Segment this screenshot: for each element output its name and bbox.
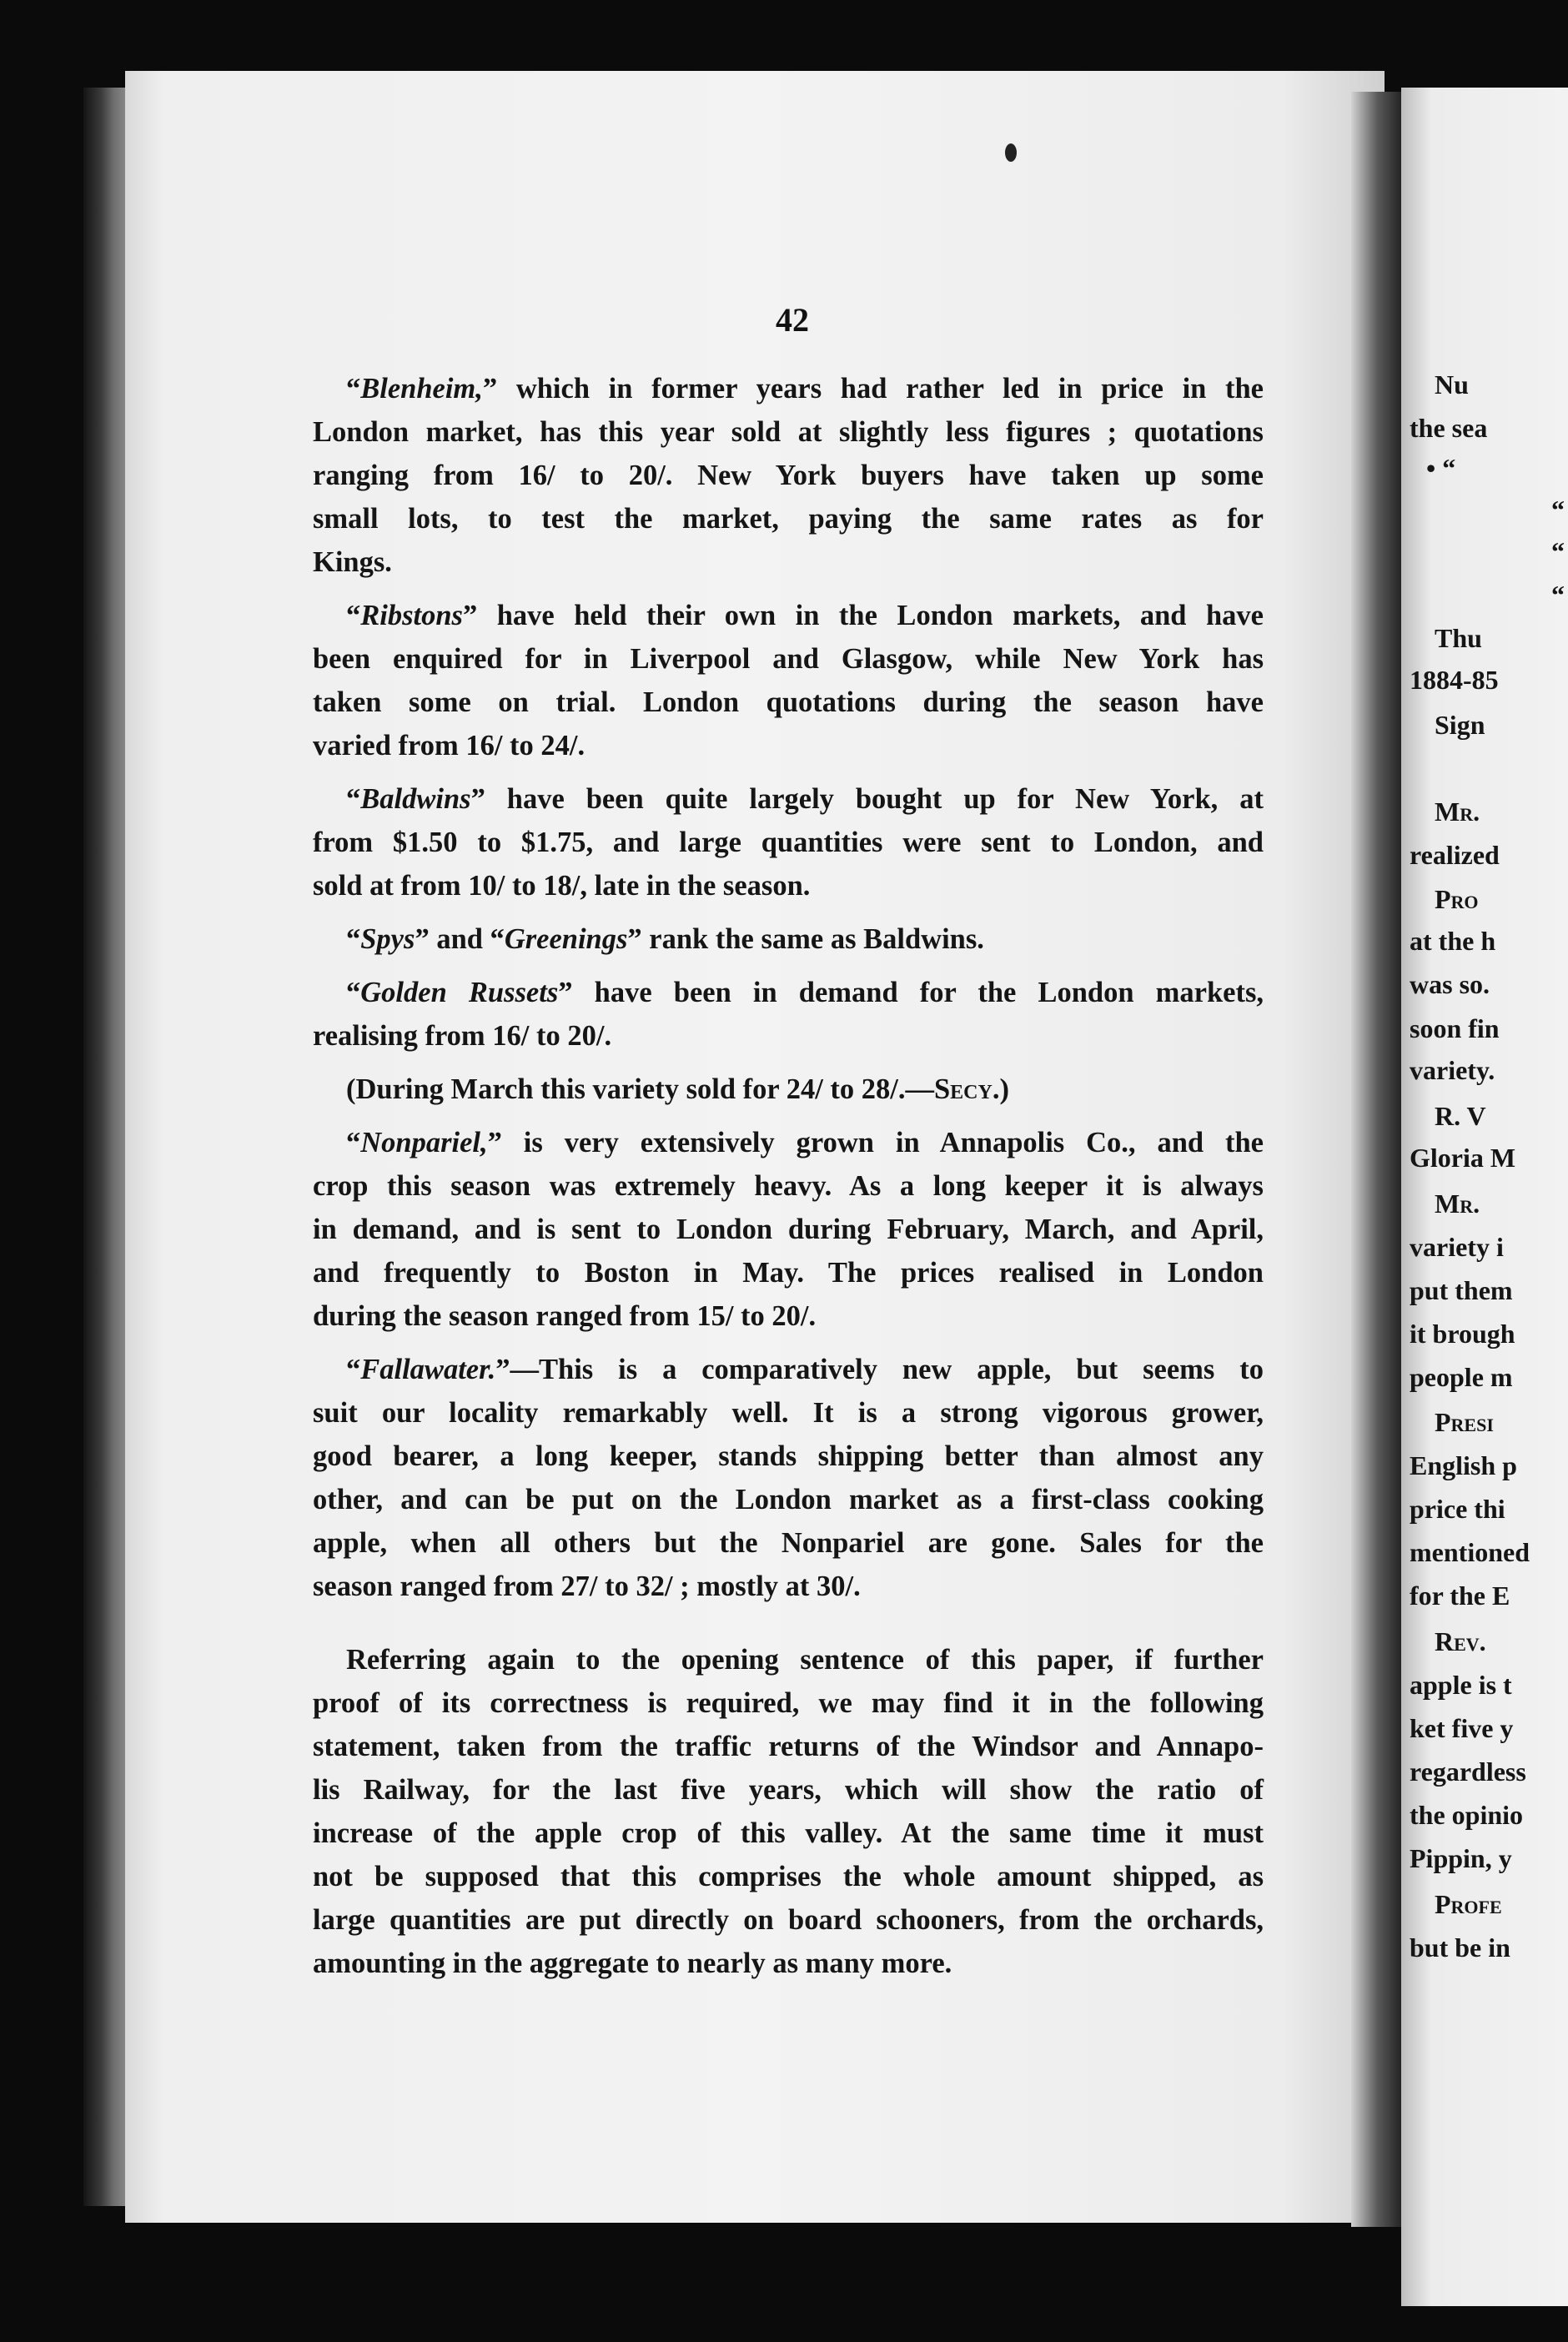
- right-page-line: ket five y: [1410, 1713, 1514, 1743]
- text-line: from $1.50 to $1.75, and large quantities were sent to London, and: [313, 827, 1264, 858]
- right-page-line: “: [1551, 580, 1565, 610]
- right-page-line: 1884-85: [1410, 665, 1499, 695]
- text-line: London market, has this year sold at slightly less figures ; quotations: [313, 416, 1264, 448]
- text-line: “Ribstons” have held their own in the London markets, and have: [346, 600, 1264, 631]
- text-line: good bearer, a long keeper, stands shipping better than almost any: [313, 1440, 1264, 1472]
- right-page-line: “: [1551, 495, 1565, 525]
- right-page-line: Profe: [1435, 1889, 1502, 1919]
- text-line: Referring again to the opening sentence of this paper, if further: [346, 1644, 1264, 1676]
- page-number: 42: [776, 301, 809, 339]
- variety-name: Nonpariel,: [360, 1127, 488, 1158]
- right-page-line: people m: [1410, 1362, 1513, 1392]
- text-line: been enquired for in Liverpool and Glasgow, while New York has: [313, 643, 1264, 675]
- right-page-line: • “: [1426, 453, 1456, 483]
- right-page-line: realized: [1410, 840, 1500, 870]
- variety-name: Baldwins: [360, 783, 471, 815]
- right-page-line: at the h: [1410, 926, 1496, 956]
- text-line: amounting in the aggregate to nearly as many more.: [313, 1947, 952, 1979]
- variety-name: Spys: [360, 923, 415, 955]
- right-page-line: Sign: [1435, 710, 1485, 740]
- text-line: large quantities are put directly on board schooners, from the orchards,: [313, 1904, 1264, 1936]
- right-page-line: was so.: [1410, 969, 1490, 999]
- text-line: “Fallawater.”—This is a comparatively new apple, but seems to: [346, 1354, 1264, 1385]
- variety-name: Golden Russets: [360, 977, 559, 1008]
- right-page-line: Mr.: [1435, 1189, 1480, 1219]
- right-page-line: variety i: [1410, 1232, 1504, 1262]
- right-page-line: R. V: [1435, 1101, 1486, 1131]
- variety-name: Blenheim,: [360, 373, 483, 405]
- right-page-line: but be in: [1410, 1932, 1510, 1963]
- right-page-line: Pro: [1435, 884, 1479, 914]
- text-line: sold at from 10/ to 18/, late in the season.: [313, 870, 811, 902]
- right-page-line: Thu: [1435, 623, 1482, 653]
- right-page-line: Mr.: [1435, 797, 1480, 827]
- variety-name: Ribstons: [360, 600, 463, 631]
- text-line: ranging from 16/ to 20/. New York buyers have taken up some: [313, 460, 1264, 491]
- right-page-line: Gloria M: [1410, 1143, 1516, 1173]
- text-line: suit our locality remarkably well. It is a strong vigorous grower,: [313, 1397, 1264, 1429]
- right-page-line: it brough: [1410, 1319, 1515, 1349]
- text-line: “Golden Russets” have been in demand for the London markets,: [346, 977, 1264, 1008]
- text-line: “Baldwins” have been quite largely bought up for New York, at: [346, 783, 1264, 815]
- right-page-line: put them: [1410, 1275, 1513, 1305]
- text-line: crop this season was extremely heavy. As a long keeper it is always: [313, 1170, 1264, 1202]
- text-line: and frequently to Boston in May. The prices realised in London: [313, 1257, 1264, 1289]
- text-line: “Nonpariel,” is very extensively grown in Annapolis Co., and the: [346, 1127, 1264, 1158]
- secretary-note: (During March this variety sold for 24/ to 28/.—Secy.): [346, 1073, 1009, 1105]
- right-page-line: the sea: [1410, 413, 1488, 443]
- right-page-line: variety.: [1410, 1055, 1495, 1085]
- right-page-line: apple is t: [1410, 1670, 1512, 1700]
- text-line: lis Railway, for the last five years, which will show the ratio of: [313, 1774, 1264, 1806]
- variety-name: Fallawater.: [360, 1354, 496, 1385]
- ink-speck: [1005, 143, 1017, 162]
- right-page-line: Presi: [1435, 1407, 1494, 1437]
- text-line: season ranged from 27/ to 32/ ; mostly at 30/.: [313, 1571, 861, 1602]
- text-line: not be supposed that this comprises the whole amount shipped, as: [313, 1861, 1264, 1892]
- variety-name: Greenings: [504, 923, 628, 955]
- right-page-line: mentioned: [1410, 1537, 1530, 1567]
- right-page-line: Rev.: [1435, 1626, 1486, 1656]
- text-line: Kings.: [313, 546, 392, 578]
- text-line: “Spys” and “Greenings” rank the same as Baldwins.: [346, 923, 984, 955]
- text-line: realising from 16/ to 20/.: [313, 1020, 612, 1052]
- text-line: apple, when all others but the Nonpariel are gone. Sales for the: [313, 1527, 1264, 1559]
- right-page-line: English p: [1410, 1450, 1517, 1480]
- right-page-line: soon fin: [1410, 1013, 1500, 1043]
- page-body: [313, 367, 1264, 1985]
- text-line: statement, taken from the traffic returns of the Windsor and Annapo-: [313, 1731, 1264, 1762]
- text-line: proof of its correctness is required, we may find it in the following: [313, 1687, 1264, 1719]
- right-page-line: regardless: [1410, 1756, 1526, 1787]
- text-line: varied from 16/ to 24/.: [313, 730, 585, 761]
- text-line: during the season ranged from 15/ to 20/.: [313, 1300, 817, 1332]
- right-page-line: “: [1551, 536, 1565, 566]
- text-line: taken some on trial. London quotations during the season have: [313, 686, 1264, 718]
- text-line: “Blenheim,” which in former years had rather led in price in the: [346, 373, 1264, 405]
- text-line: increase of the apple crop of this valley. At the same time it must: [313, 1817, 1264, 1849]
- right-page-fragment: [1401, 88, 1568, 2306]
- right-page-line: price thi: [1410, 1494, 1505, 1524]
- text-line: in demand, and is sent to London during February, March, and April,: [313, 1214, 1264, 1245]
- right-page-line: the opinio: [1410, 1800, 1524, 1830]
- right-page-line: Pippin, y: [1410, 1843, 1512, 1873]
- text-line: other, and can be put on the London market as a first-class cooking: [313, 1484, 1264, 1515]
- right-page-line: for the E: [1410, 1581, 1510, 1611]
- text-line: small lots, to test the market, paying the same rates as for: [313, 503, 1264, 535]
- right-page-line: Nu: [1435, 369, 1469, 400]
